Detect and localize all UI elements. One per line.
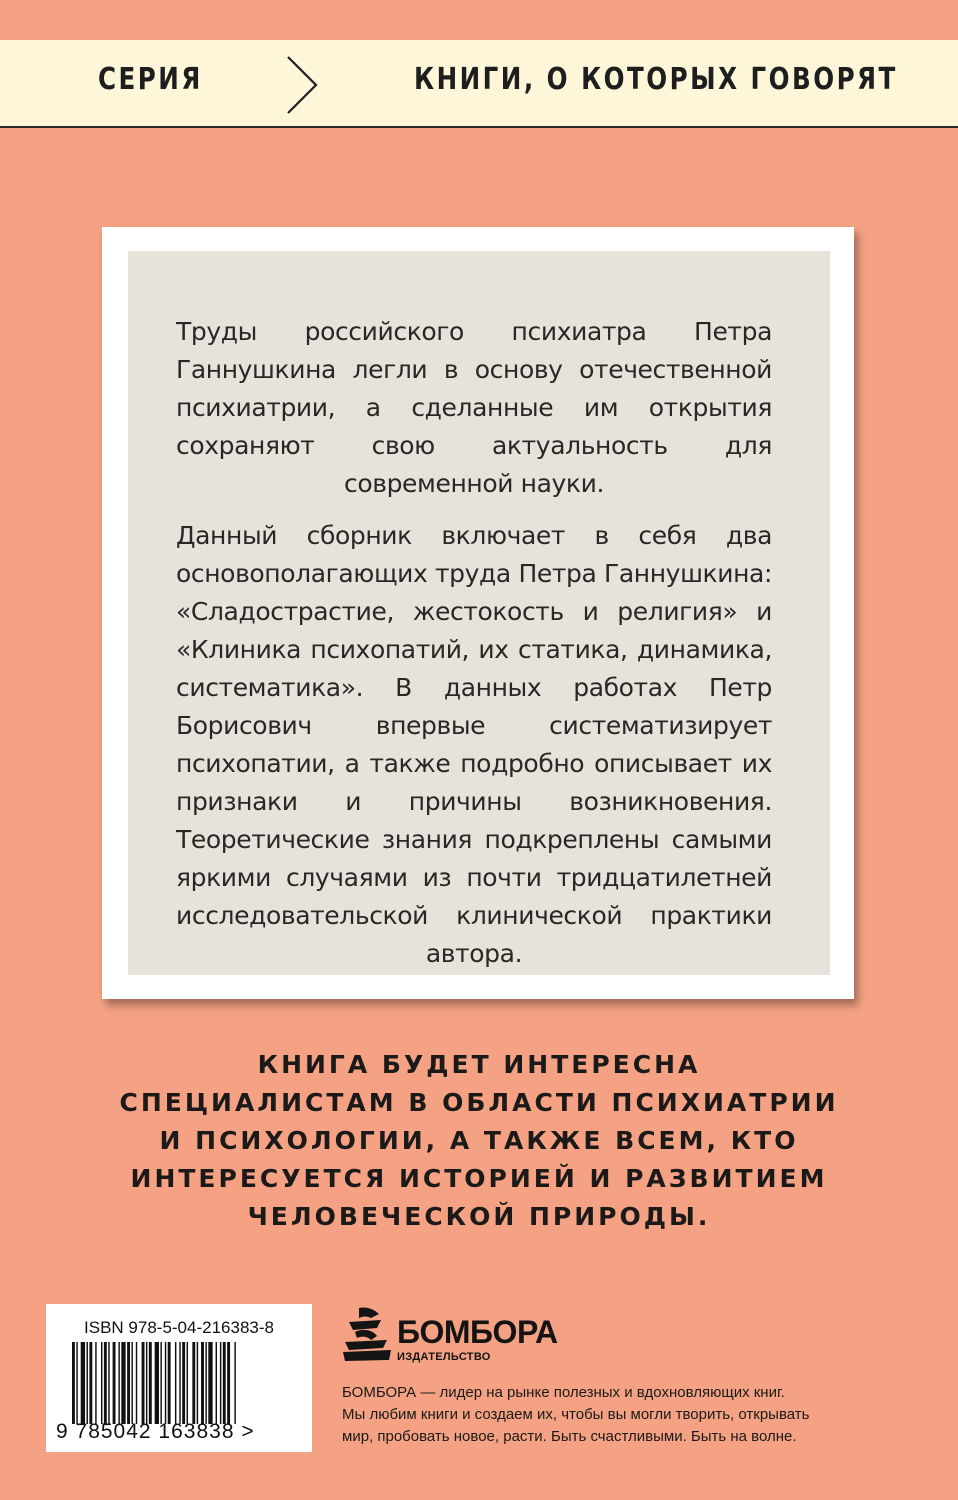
isbn-text: ISBN 978-5-04-216383-8 [84, 1318, 274, 1337]
audience-line: ЧЕЛОВЕЧЕСКОЙ ПРИРОДЫ. [247, 1202, 711, 1231]
publisher-slogan-line: БОМБОРА — лидер на рынке полезных и вдохновляющих книг. [342, 1384, 785, 1401]
audience-statement [100, 1046, 858, 1236]
audience-line: СПЕЦИАЛИСТАМ В ОБЛАСТИ ПСИХИАТРИИ [119, 1088, 839, 1117]
bombora-logo-icon [341, 1306, 393, 1362]
publisher-logo-subtitle: ИЗДАТЕЛЬСТВО [397, 1351, 491, 1363]
description-card [102, 227, 854, 999]
publisher-logo-name: БОМБОРА [397, 1314, 558, 1350]
series-label: СЕРИЯ [98, 62, 203, 97]
barcode-digits: 9 785042 163838 > [56, 1420, 255, 1443]
chevron-right-icon [282, 54, 322, 116]
audience-line: КНИГА БУДЕТ ИНТЕРЕСНА [257, 1050, 701, 1079]
publisher-slogan [342, 1382, 902, 1448]
series-name: КНИГИ, О КОТОРЫХ ГОВОРЯТ [414, 62, 898, 97]
audience-line: ИНТЕРЕСУЕТСЯ ИСТОРИЕЙ И РАЗВИТИЕМ [130, 1164, 828, 1193]
description-card-inner [128, 251, 830, 975]
barcode-icon [70, 1342, 286, 1424]
description-paragraph-1: Труды российского психиатра Петра Ганнушкина легли в основу отечественной психиатрии, а сделанные им открытия сохраняют свою актуальность для современной науки. [176, 317, 772, 498]
barcode-box [46, 1304, 312, 1452]
description-text [176, 313, 772, 987]
series-bar [0, 40, 958, 128]
audience-line: И ПСИХОЛОГИИ, А ТАКЖЕ ВСЕМ, КТО [159, 1126, 799, 1155]
publisher-slogan-line: Мы любим книги и создаем их, чтобы вы могли творить, открывать [342, 1406, 810, 1423]
description-paragraph-2: Данный сборник включает в себя два основополагающих труда Петра Ганнушкина: «Сладострастие, жестокость и религия» и «Клиника психопатий, их статика, динамика, систематика». В данных работах Петр Борисович впервые систематизирует психопатии, а также подробно описывает их признаки и причины возникновения. Теоретические знания подкреплены самыми яркими случаями из почти тридцатилетней исследовательской клинической практики автора. [176, 521, 772, 968]
publisher-slogan-line: мир, пробовать новое, расти. Быть счастливыми. Быть на волне. [342, 1428, 797, 1445]
